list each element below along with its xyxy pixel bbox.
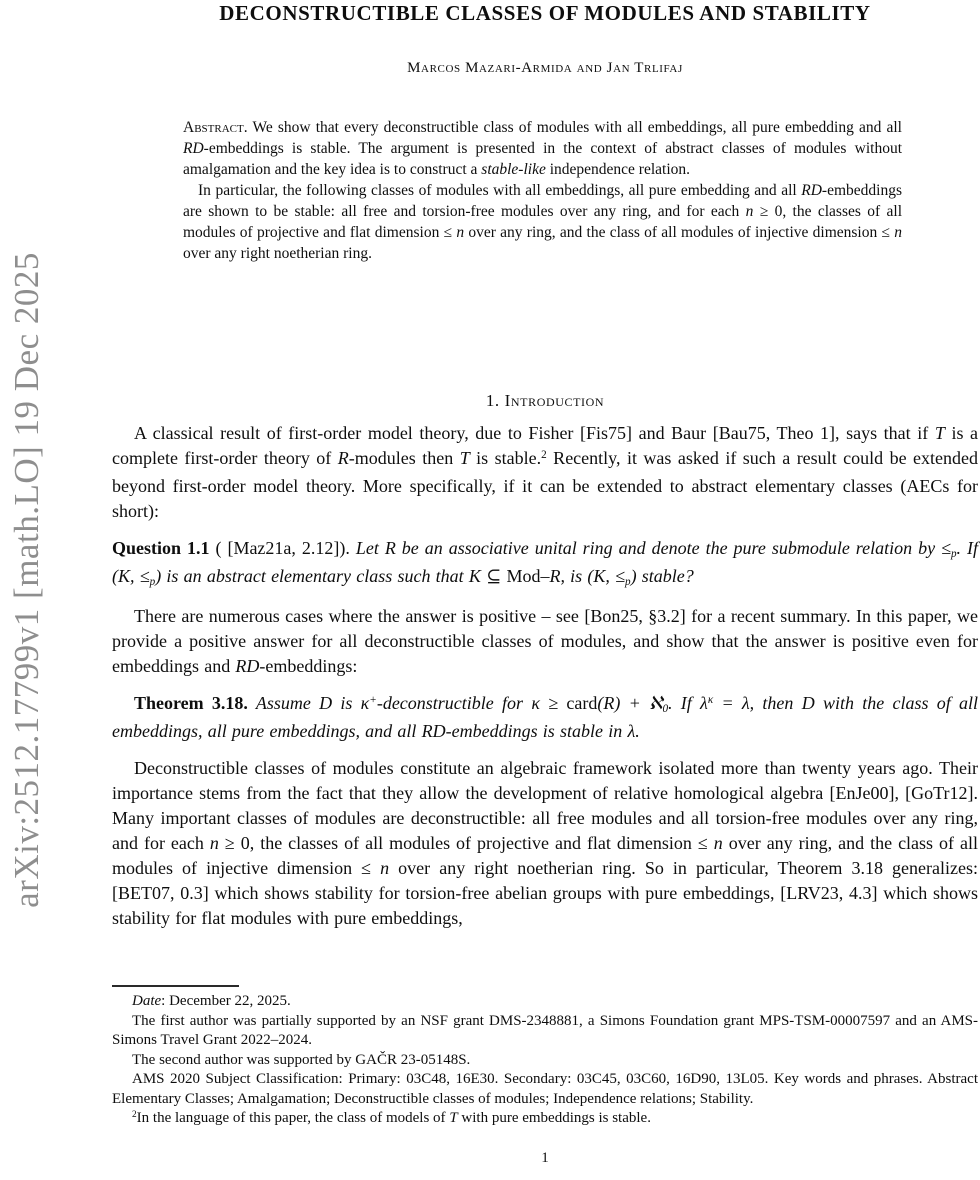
paragraph-intro-3: Deconstructible classes of modules constitute an algebraic framework isolated more than twenty years ago. Their importance stems from the fact that they allow the development of relative homological algebra [EnJe00], [GoTr12]. Many important classes of modules are deconstructible: all free modules and all torsion-free modules over any ring, and for each n ≥ 0, the classes of all modules of projective and flat dimension ≤ n over any ring, and the class of all modules of injective dimension ≤ n over any right noetherian ring. So in particular, Theorem 3.18 generalizes: [BET07, 0.3] which shows stability for torsion-free abelian groups with pure embeddings, [LRV23, 4.3] which shows stability for flat modules with pure embeddings,	[112, 758, 979, 928]
theorem-head: Theorem 3.18.	[134, 693, 248, 713]
footnote-ams-classification: AMS 2020 Subject Classification: Primary: 03C48, 16E30. Secondary: 03C45, 03C60, 16D90, 13L05. Key words and phrases. Abstract Elementary Classes; Amalgamation; Deconstructible classes of modules; Independence relations; Stability.	[112, 1071, 978, 1107]
footnote-2: $^2$In the language of this paper, the class of models of T with pure embeddings is stable.	[132, 1109, 651, 1126]
footnote-rule	[112, 985, 239, 987]
abstract-paragraph-1: Abstract. We show that every deconstructible class of modules with all embeddings, all pure embedding and all RD-embeddings is stable. The argument is presented in the context of abstract classes of modules without amalgamation and the key idea is to construct a stable-like independence relation.	[183, 119, 902, 178]
arxiv-watermark: arXiv:2512.17799v1 [math.LO] 19 Dec 2025	[7, 252, 46, 908]
paragraph-intro-2: There are numerous cases where the answer is positive – see [Bon25, §3.2] for a recent summary. In this paper, we provide a positive answer for all deconstructible classes of modules, and show that the answer is positive even for embeddings and RD-embeddings:	[112, 606, 978, 676]
abstract	[183, 117, 902, 264]
theorem-body: Assume D is κ+-deconstructible for κ ≥ card(R) + ℵ0. If $\lambda^\kappa = \lambda$, then D with the class of all embeddings, all pure embeddings, and all RD-embeddings is stable in λ.	[112, 693, 979, 741]
page-number: 1	[541, 1150, 549, 1166]
theorem-3-18	[112, 691, 978, 744]
paper-title: DECONSTRUCTIBLE CLASSES OF MODULES AND STABILITY	[219, 1, 871, 25]
question-body: Let R be an associative unital ring and denote the pure submodule relation by ≤p. If (K, ≤p) is an abstract elementary class such that K ⊆ Mod–R, is (K, ≤p) stable?	[112, 538, 979, 589]
question-head: Question 1.1 ( [Maz21a, 2.12]).	[112, 538, 350, 558]
abstract-paragraph-2: In particular, the following classes of modules with all embeddings, all pure embedding and all RD-embeddings are shown to be stable: all free and torsion-free modules over any ring, and for each n ≥ 0, the classes of all modules of projective and flat dimension ≤ n over any ring, and the class of all modules of injective dimension ≤ n over any right noetherian ring.	[183, 182, 902, 262]
footnote-date: Date: December 22, 2025.	[132, 993, 291, 1009]
paragraph-intro-1: A classical result of first-order model theory, due to Fisher [Fis75] and Baur [Bau75, Theo 1], says that if T is a complete first-order theory of R-modules then T is stable.$^2$ Recently, it was asked if such a result could be extended beyond first-order model theory. More specifically, if it can be extended to abstract elementary classes (AECs for short):	[112, 423, 979, 521]
body-text	[112, 421, 978, 931]
footnote-support-2: The second author was supported by GAČR 23-05148S.	[132, 1051, 471, 1068]
question-1-1	[112, 536, 978, 592]
footnote-support-1: The first author was partially supported by an NSF grant DMS-2348881, a Simons Foundation grant MPS-TSM-00007597 and an AMS-Simons Travel Grant 2022–2024.	[112, 1012, 978, 1048]
footnotes	[112, 992, 978, 1131]
section-heading: 1. Introduction	[485, 391, 605, 410]
authors: Marcos Mazari-Armida and Jan Trlifaj	[407, 60, 683, 76]
